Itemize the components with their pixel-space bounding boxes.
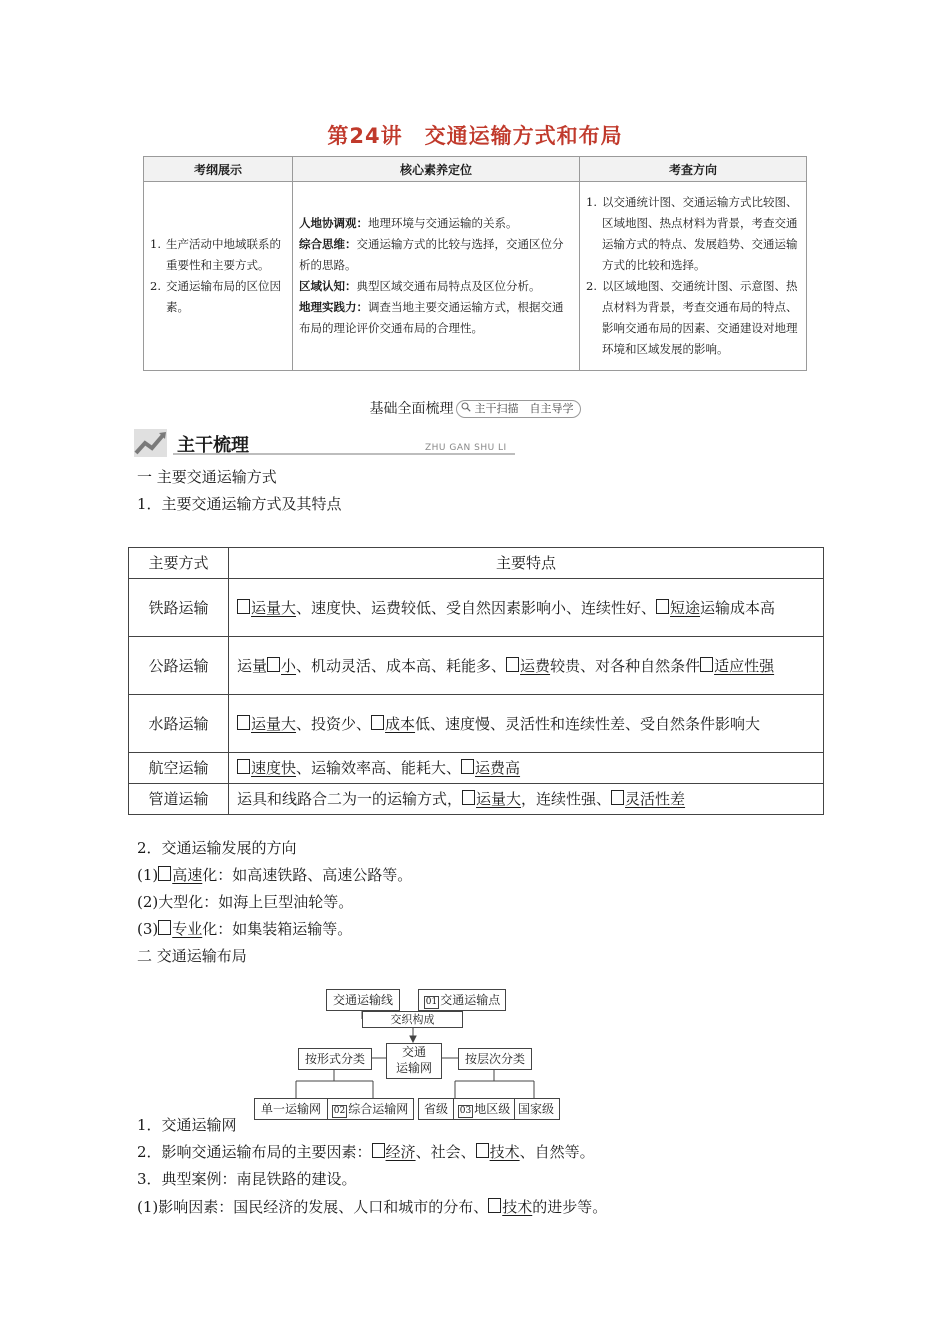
answer-box: [488, 1198, 501, 1213]
col-header-syllabus: 考纲展示: [144, 157, 293, 182]
heading-1-1: 1．主要交通运输方式及其特点: [137, 495, 342, 513]
feature-text: 低、速度慢、灵活性和连续性差、受自然条件影响大: [415, 714, 761, 733]
direction-item: 2. 以区域地图、交通统计图、示意图、热点材料为背景，考查交通布局的特点、影响交通布局的因素、交通建设对地理环境和区域发展的影响。: [586, 279, 798, 356]
feature-text: ，连续性强、: [521, 790, 612, 808]
item-3-1: (1)影响因素：国民经济的发展、人口和城市的分布、 技术的进步等。: [137, 1198, 608, 1216]
literacy-item: 综合思维：交通运输方式的比较与选择，交通区位分析的思路。: [299, 237, 564, 272]
answer-text: 运量大: [251, 714, 297, 733]
section-caption-text: 基础全面梳理: [369, 401, 454, 417]
feature-text: 、运输效率高、能耗大、: [296, 759, 462, 777]
answer-box: [372, 1143, 385, 1158]
answer-text: 运量大: [476, 790, 522, 808]
direction-line: (2)大型化：如海上巨型油轮等。: [137, 893, 354, 911]
item-1: 1．交通运输网: [137, 1116, 237, 1134]
feature-text: 、速度快、运费较低、受自然因素影响小、连续性好、: [296, 598, 657, 617]
feature-text: 、投资少、: [296, 714, 372, 733]
answer-box: [476, 1143, 489, 1158]
literacy-item: 人地协调观：地理环境与交通运输的关系。: [299, 216, 518, 230]
feature-text: 运具和线路合二为一的运输方式，: [237, 790, 463, 808]
col-header-direction: 考查方向: [580, 157, 807, 182]
by-form-box: 按形式分类: [298, 1048, 372, 1070]
answer-text: 短途: [670, 598, 701, 617]
feature-text: 运量: [237, 656, 268, 675]
mode-cell: 管道运输: [129, 784, 229, 815]
answer-text: 适应性强: [714, 656, 775, 675]
item-3: 3．典型案例：南昆铁路的建设。: [137, 1170, 357, 1188]
compose-box: 交织构成: [362, 1011, 463, 1028]
modes-header-feature: 主要特点: [229, 548, 824, 579]
mode-cell: 水路运输: [129, 695, 229, 753]
regional-level: 03 地区级: [454, 1099, 515, 1119]
banner-label: 主干梳理: [177, 435, 249, 456]
direction-line: (3) 专业化：如集装箱运输等。: [137, 920, 353, 938]
section-tag: 主干扫描 自主导学: [456, 400, 581, 418]
direction-line: (1) 高速化：如高速铁路、高速公路等。: [137, 866, 413, 884]
feature-text: 较贵、对各种自然条件: [550, 656, 701, 675]
combined-network: 02 综合运输网: [333, 1102, 409, 1116]
mode-cell: 公路运输: [129, 637, 229, 695]
lecture-number: 第24讲: [327, 124, 403, 148]
answer-text: 运量大: [251, 598, 297, 617]
mode-cell: 航空运输: [129, 753, 229, 784]
heading-1-2: 2．交通运输发展的方向: [137, 839, 297, 857]
single-network: 单一运输网: [255, 1099, 328, 1119]
answer-text: 速度快: [251, 759, 297, 777]
direction-item: 1. 以交通统计图、交通运输方式比较图、区域地图、热点材料为背景，考查交通运输方式的特点、发展趋势、交通运输方式的比较和选择。: [586, 195, 798, 272]
blank-number: 01: [425, 997, 438, 1007]
heading-1: 一 主要交通运输方式: [137, 468, 277, 486]
syllabus-item: 1. 生产活动中地域联系的重要性和主要方式。: [150, 237, 281, 272]
answer-text: 灵活性差: [625, 790, 686, 808]
heading-2: 二 交通运输布局: [137, 947, 247, 965]
answer-text: 运费高: [475, 759, 521, 777]
literacy-item: 区域认知：典型区域交通布局特点及区位分析。: [299, 279, 541, 293]
col-header-literacy: 核心素养定位: [293, 157, 580, 182]
literacy-item: 地理实践力：调查当地主要交通运输方式，根据交通布局的理论评价交通布局的合理性。: [299, 300, 564, 335]
national-level: 国家级: [517, 1102, 554, 1116]
mode-cell: 铁路运输: [129, 579, 229, 637]
modes-header-mode: 主要方式: [129, 548, 229, 579]
syllabus-item: 2. 交通运输布局的区位因素。: [150, 279, 281, 314]
network-box: 交通 运输网: [386, 1043, 442, 1079]
by-level-box: 按层次分类: [458, 1048, 532, 1070]
lecture-topic: 交通运输方式和布局: [424, 124, 623, 148]
form-type-group: [254, 1098, 414, 1120]
transport-line-box: 交通运输线: [326, 989, 400, 1011]
transport-point-box: 01 交通运输点: [418, 989, 506, 1011]
answer-text: 成本: [385, 714, 416, 733]
feature-text: 运输成本高: [700, 598, 776, 617]
answer-text: 运费: [520, 656, 551, 675]
banner-pinyin: ZHU GAN SHU LI: [425, 443, 507, 453]
answer-text: 小: [281, 656, 297, 675]
item-2: 2．影响交通运输布局的主要因素： 经济、社会、 技术、自然等。: [137, 1143, 595, 1161]
feature-text: 、机动灵活、成本高、耗能多、: [296, 656, 507, 675]
provincial-level: 省级: [419, 1099, 454, 1119]
level-type-group: [418, 1098, 560, 1120]
